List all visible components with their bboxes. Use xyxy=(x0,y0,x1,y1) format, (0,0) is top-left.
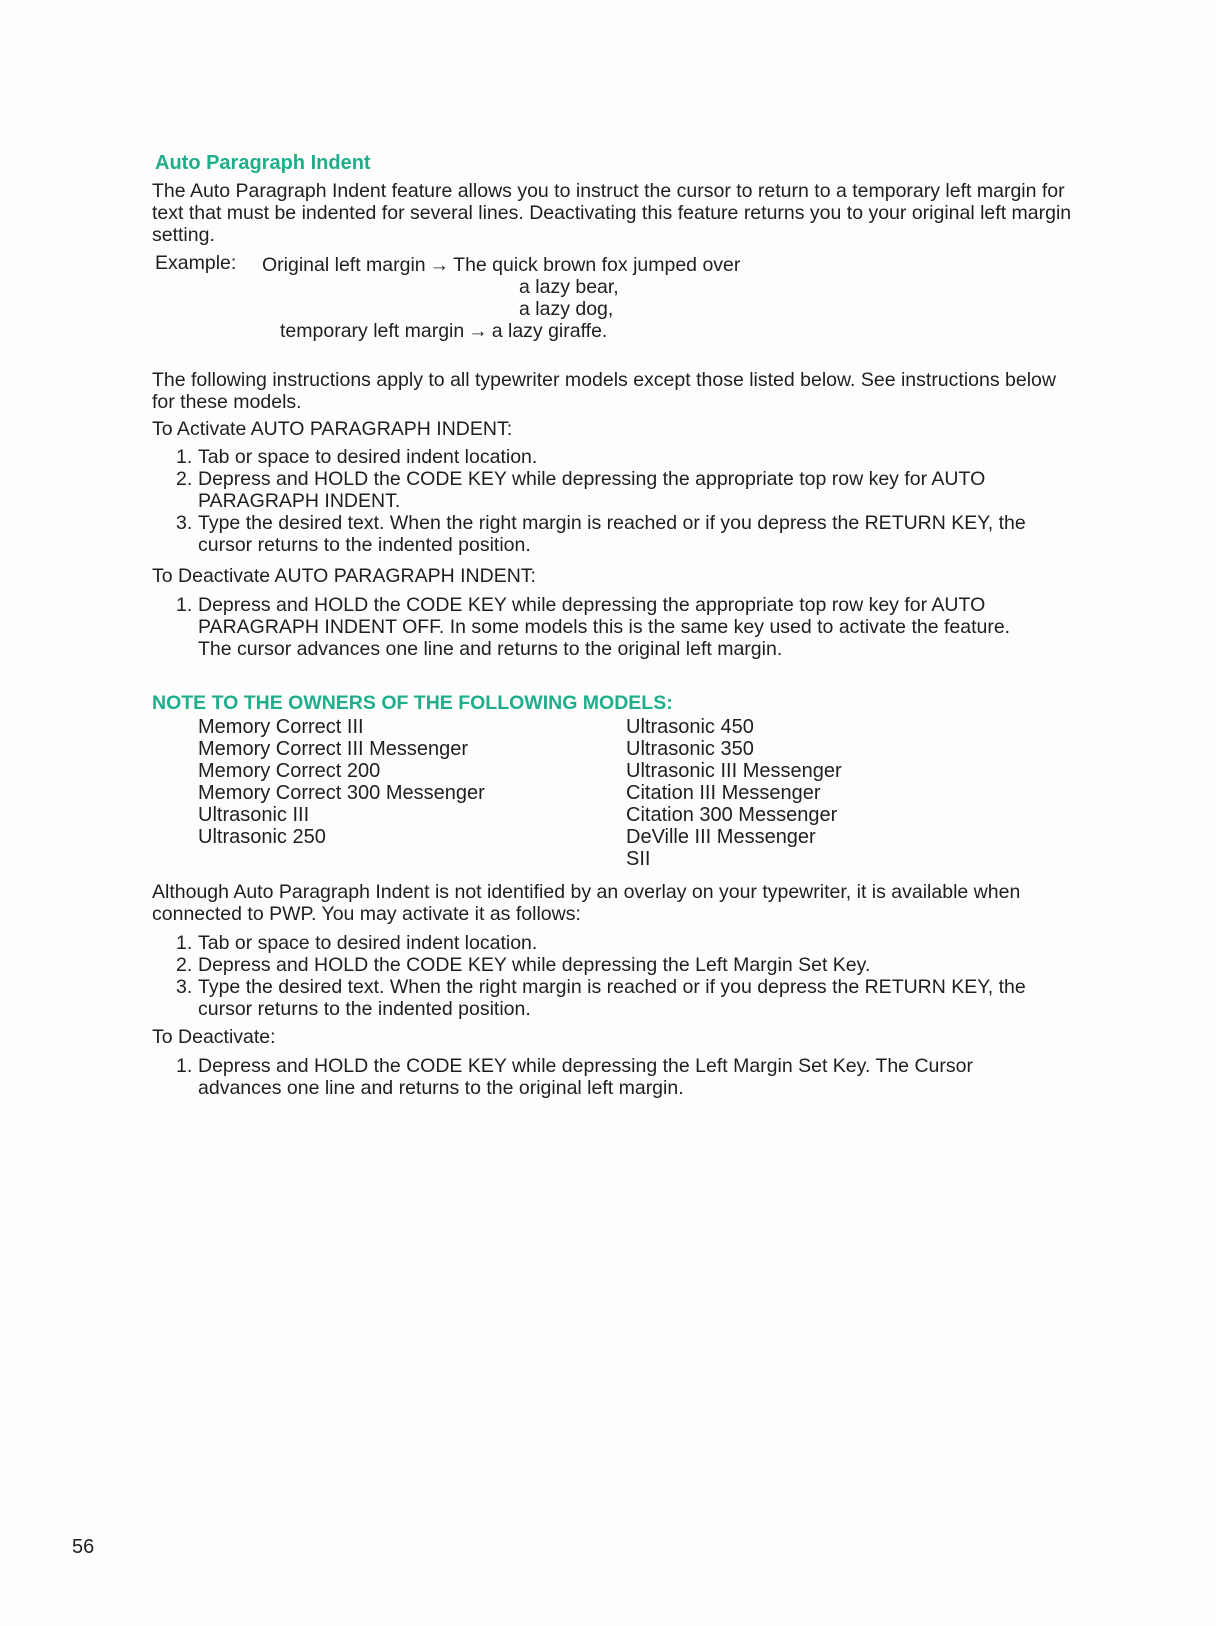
example-line-3: a lazy dog, xyxy=(519,298,614,320)
activate-steps xyxy=(152,446,1032,556)
list-item: Memory Correct 200 xyxy=(198,760,381,782)
list-item: Citation 300 Messenger xyxy=(626,804,838,826)
list-item: Ultrasonic 250 xyxy=(198,826,326,848)
list-item: Memory Correct III xyxy=(198,716,364,738)
models-list-right xyxy=(626,716,842,870)
list-item: 3. Type the desired text. When the right margin is reached or if you depress the RETURN KEY, the cursor returns to the indented position. xyxy=(176,512,1026,556)
example-original-line xyxy=(262,254,740,276)
models-list-left xyxy=(198,716,485,848)
arrow-right-icon: → xyxy=(429,254,450,276)
list-item: Ultrasonic 350 xyxy=(626,738,754,760)
list-item: 2. Depress and HOLD the CODE KEY while depressing the appropriate top row key for AUTO PARAGRAPH INDENT. xyxy=(176,468,986,512)
list-item: Citation III Messenger xyxy=(626,782,821,804)
example-line-4: a lazy giraffe. xyxy=(491,320,608,342)
note-deactivate-heading: To Deactivate: xyxy=(152,1026,276,1048)
list-item: Memory Correct 300 Messenger xyxy=(198,782,485,804)
example-temporary-line xyxy=(280,320,607,342)
list-item: Ultrasonic III xyxy=(198,804,310,826)
arrow-right-icon: → xyxy=(468,320,488,342)
list-item: 1. Tab or space to desired indent location. xyxy=(176,446,538,468)
note-intro: Although Auto Paragraph Indent is not identified by an overlay on your typewriter, it is available when connected to PWP. You may activate it as follows: xyxy=(152,881,1021,925)
original-margin-label: Original left margin xyxy=(262,254,426,276)
temporary-margin-label: temporary left margin xyxy=(280,320,465,342)
example-label: Example: xyxy=(155,252,237,274)
note-heading: NOTE TO THE OWNERS OF THE FOLLOWING MODELS: xyxy=(152,692,673,714)
general-intro: The following instructions apply to all typewriter models except those listed below. See instructions below for these models. xyxy=(152,369,1056,413)
deactivate-heading: To Deactivate AUTO PARAGRAPH INDENT: xyxy=(152,565,536,587)
list-item: DeVille III Messenger xyxy=(626,826,816,848)
page-number: 56 xyxy=(72,1536,95,1558)
list-item: Ultrasonic III Messenger xyxy=(626,760,842,782)
note-deactivate-steps xyxy=(152,1055,1032,1099)
example-line-1: The quick brown fox jumped over xyxy=(453,254,741,276)
list-item: 2. Depress and HOLD the CODE KEY while depressing the Left Margin Set Key. xyxy=(176,954,871,976)
deactivate-steps xyxy=(152,594,1032,660)
activate-heading: To Activate AUTO PARAGRAPH INDENT: xyxy=(152,418,513,440)
list-item: 3. Type the desired text. When the right margin is reached or if you depress the RETURN KEY, the cursor returns to the indented position. xyxy=(176,976,1026,1020)
example-line-2: a lazy bear, xyxy=(519,276,619,298)
list-item: 1. Depress and HOLD the CODE KEY while depressing the Left Margin Set Key. The Cursor advances one line and returns to the original left margin. xyxy=(176,1055,973,1099)
list-item: Memory Correct III Messenger xyxy=(198,738,469,760)
section-intro: The Auto Paragraph Indent feature allows you to instruct the cursor to return to a temporary left margin for text that must be indented for several lines. Deactivating this feature returns you to your original left margin setting. xyxy=(152,180,1072,246)
list-item: 1. Depress and HOLD the CODE KEY while depressing the appropriate top row key for AUTO PARAGRAPH INDENT OFF. In some models this is the same key used to activate the feature. The cursor advances one line and returns to the original left margin. xyxy=(176,594,1011,660)
note-activate-steps xyxy=(152,932,1032,1020)
section-title: Auto Paragraph Indent xyxy=(155,152,371,174)
list-item: Ultrasonic 450 xyxy=(626,716,754,738)
list-item: 1. Tab or space to desired indent location. xyxy=(176,932,538,954)
list-item: SII xyxy=(626,848,651,870)
